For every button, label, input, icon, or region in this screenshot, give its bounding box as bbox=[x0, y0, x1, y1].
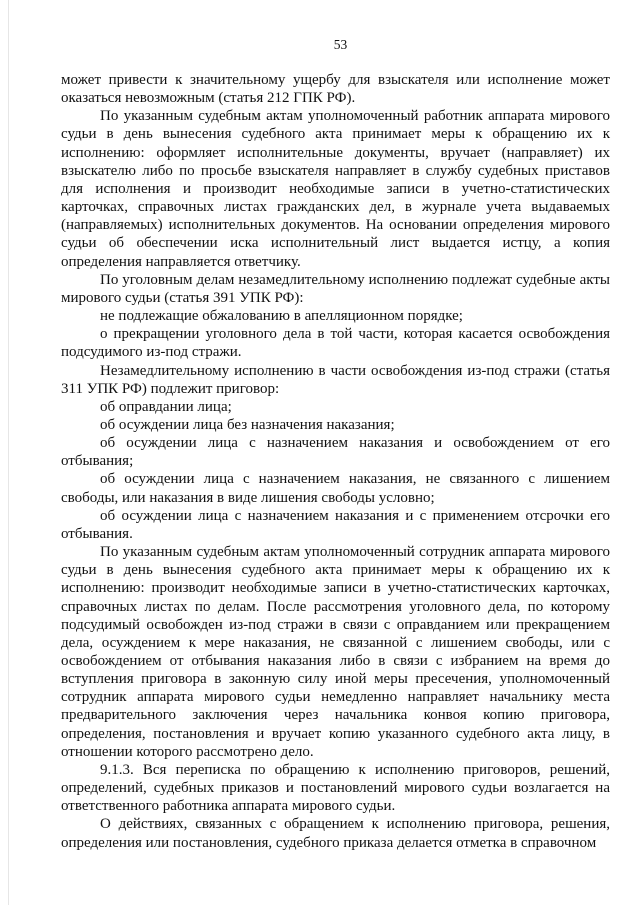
list-item-acquittal: об оправдании лица; bbox=[100, 398, 232, 415]
paragraph-continuation: может привести к значительному ущербу для взыскателя или исполнение может оказаться невозможным (статья 212 ГПК РФ). bbox=[61, 72, 610, 107]
paragraph-civil-execution: По указанным судебным актам уполномоченный работник аппарата мирового судьи в день вынесения судебного акта принимает меры к обращению их к исполнению: оформляет исполнительные документы, вручает (направляет) их взыскателю либо по просьбе взыскателя направляет в службу судебных приставов для исполнения и производит необходимые записи в учетно-статистических карточках, справочных листах гражданских дел, в журнале учета выдаваемых (направляемых) исполнительных документов. На основании определения мирового судьи об обеспечении иска исполнительный лист выдается истцу, а копия определения направляется ответчику. bbox=[61, 108, 610, 270]
document-body bbox=[61, 71, 610, 852]
list-item-termination-release: о прекращении уголовного дела в той части, которая касается освобождения подсудимого из-под стражи. bbox=[61, 326, 610, 361]
list-item-not-appealable: не подлежащие обжалованию в апелляционном порядке; bbox=[100, 308, 463, 325]
list-item-no-punishment: об осуждении лица без назначения наказания; bbox=[100, 416, 395, 433]
list-item-non-custodial: об осуждении лица с назначением наказания, не связанного с лишением свободы, или наказания в виде лишения свободы условно; bbox=[61, 471, 610, 506]
list-item-deferral: об осуждении лица с назначением наказания и с применением отсрочки его отбывания. bbox=[61, 507, 610, 542]
page-number: 53 bbox=[333, 37, 348, 52]
paragraph-release-verdict: Незамедлительному исполнению в части освобождения из-под стражи (статья 311 УПК РФ) подлежит приговор: bbox=[61, 362, 610, 397]
scan-edge-line bbox=[8, 0, 9, 905]
paragraph-execution-note: О действиях, связанных с обращением к исполнению приговора, решения, определения или постановления, судебного приказа делается отметка в справочном bbox=[61, 816, 610, 851]
list-item-punishment-release: об осуждении лица с назначением наказания и освобождением от его отбывания; bbox=[61, 435, 610, 470]
paragraph-section-9-1-3: 9.1.3. Вся переписка по обращению к исполнению приговоров, решений, определений, судебных приказов и постановлений мирового судьи возлагается на ответственного работника аппарата мирового судьи. bbox=[61, 761, 610, 815]
paragraph-criminal-immediate: По уголовным делам незамедлительному исполнению подлежат судебные акты мирового судьи (статья 391 УПК РФ): bbox=[61, 271, 610, 306]
paragraph-staff-actions: По указанным судебным актам уполномоченный сотрудник аппарата мирового судьи в день вынесения судебного акта принимает меры к обращению их к исполнению: производит необходимые записи в учетно-статистических карточках, справочных листах по делам. После рассмотрения уголовного дела, по которому подсудимый освобожден из-под стражи в связи с оправданием или прекращением дела, осуждением к мере наказания, не связанной с лишением свободы, или с освобождением от отбывания наказания либо в связи с избранием на время до вступления приговора в законную силу иной меры пресечения, уполномоченный сотрудник аппарата мирового судьи немедленно направляет начальнику места предварительного заключения через начальника конвоя копию приговора, определения, постановления и вручает копию указанного судебного акта лицу, в отношении которого рассмотрено дело. bbox=[61, 544, 610, 760]
